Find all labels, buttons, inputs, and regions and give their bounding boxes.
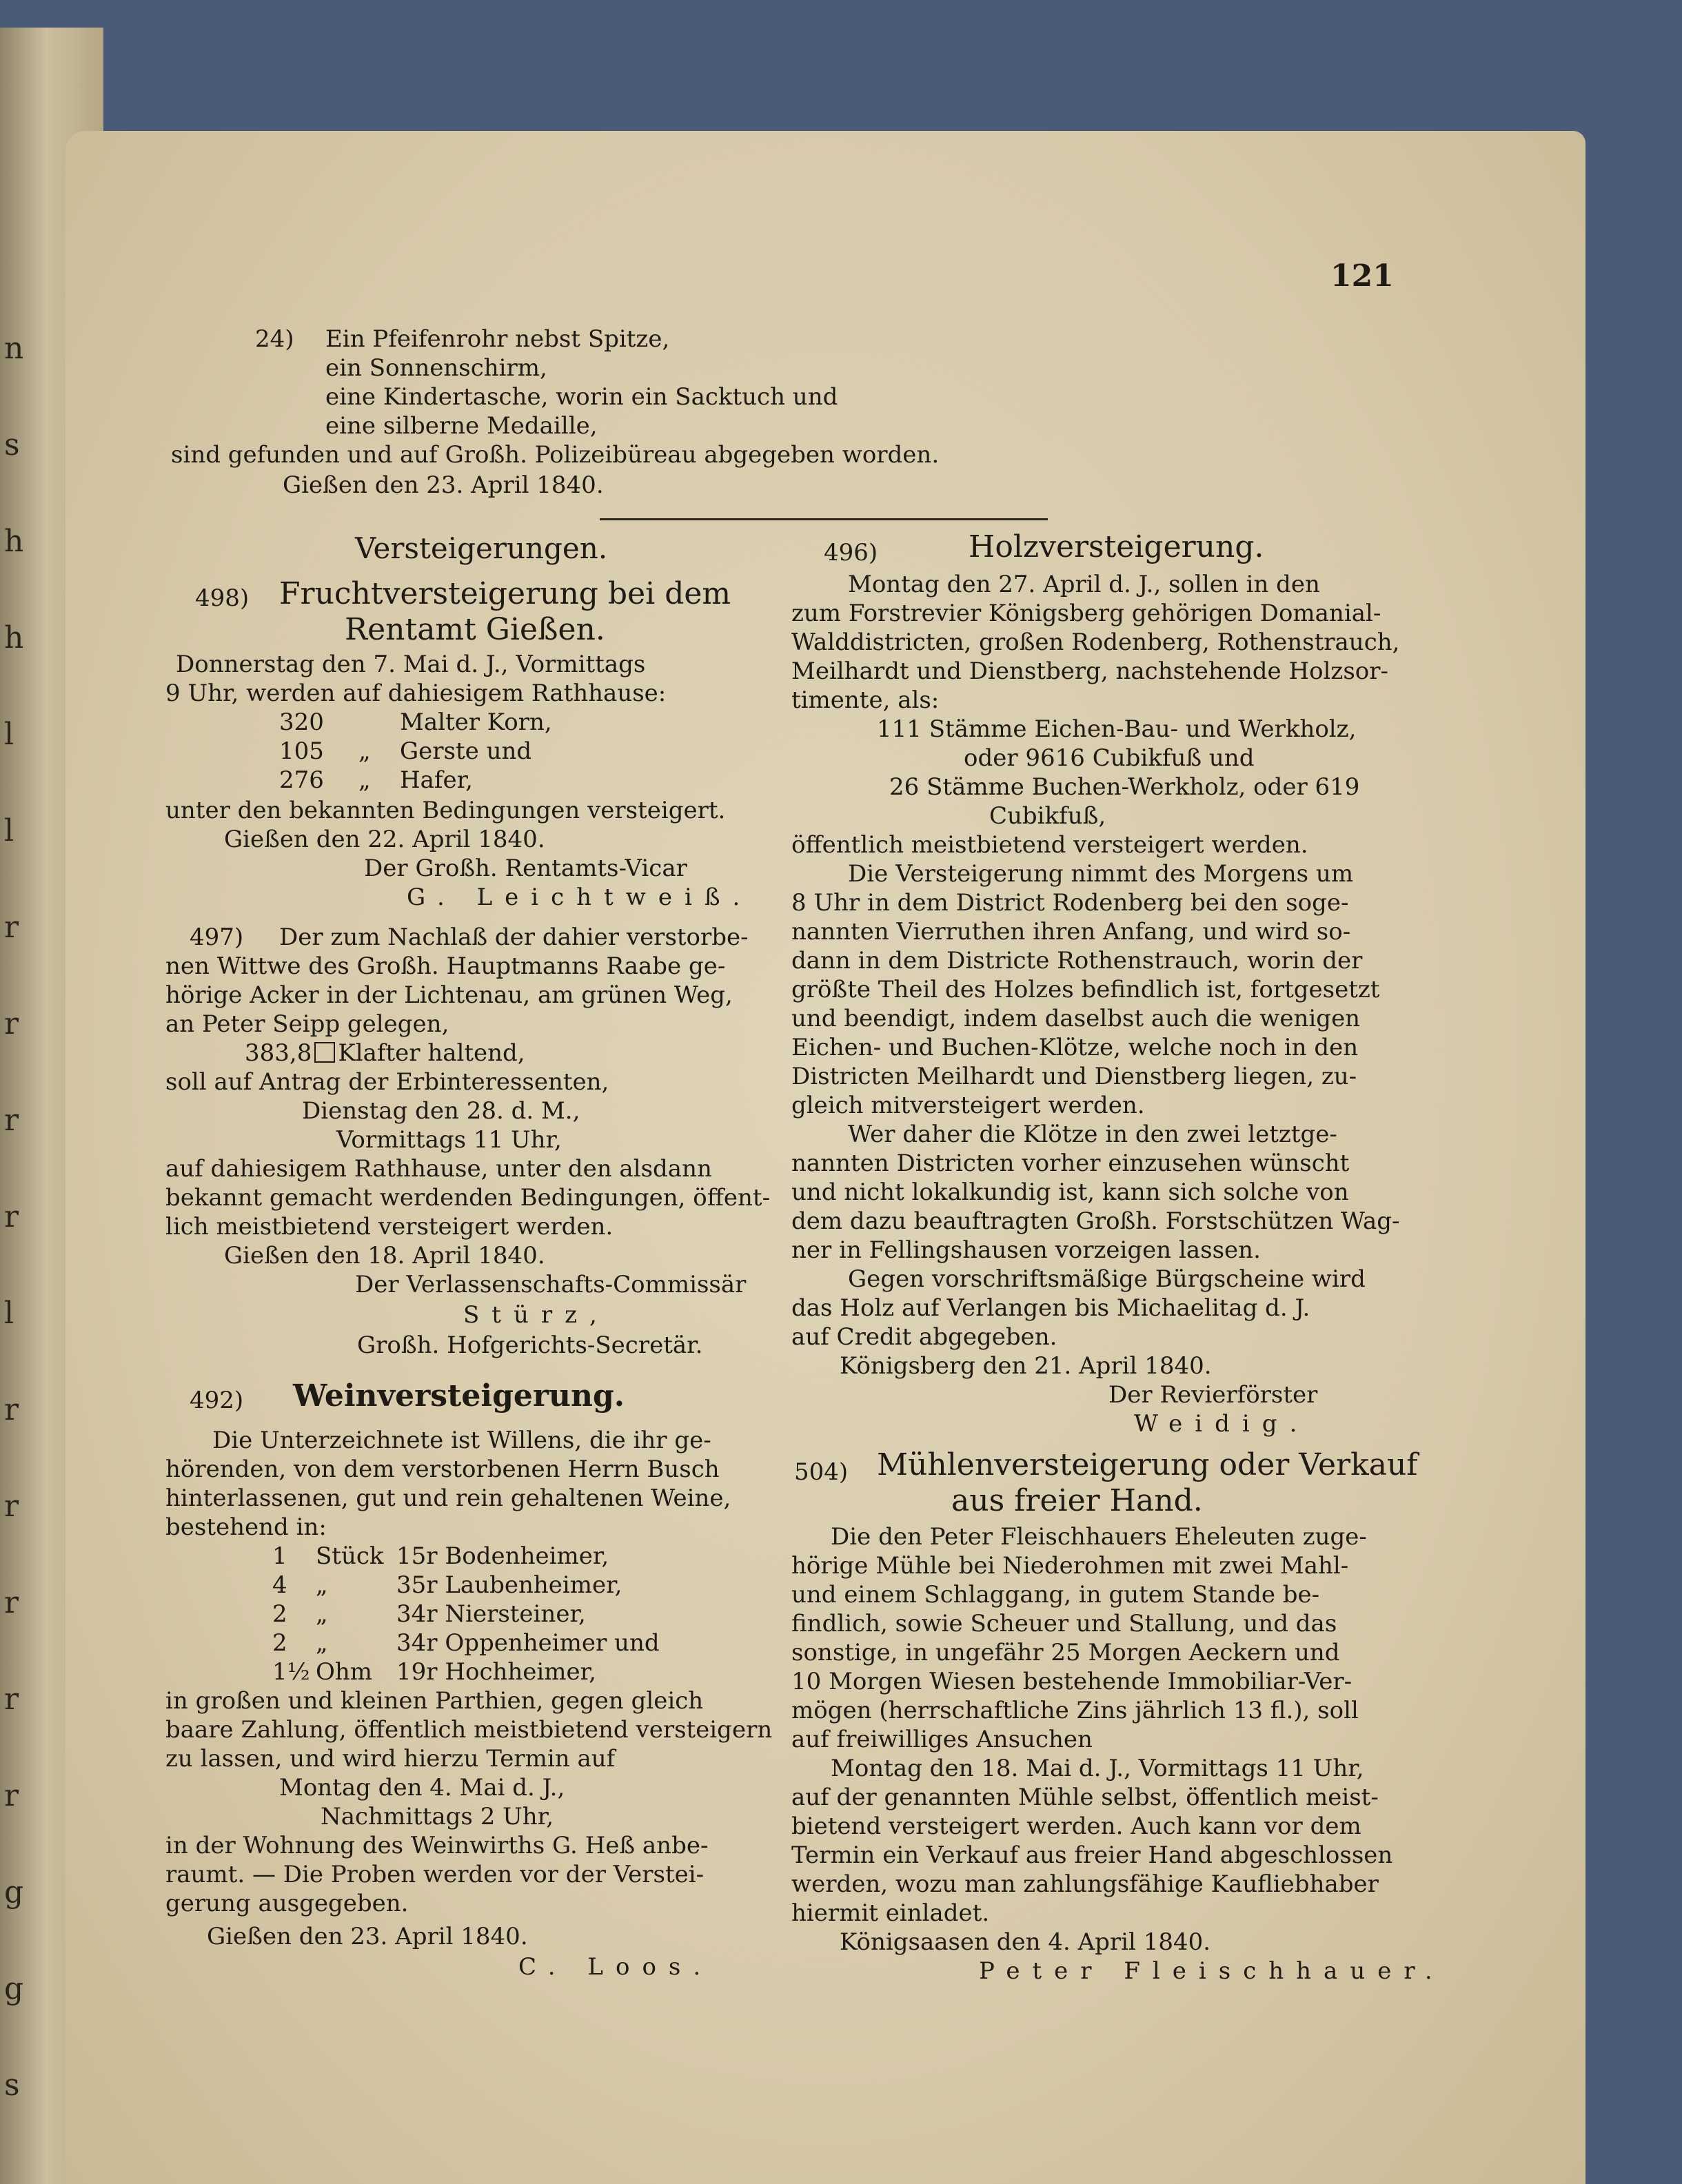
n498-item-qty: 105 — [279, 737, 324, 765]
n492-item-unit: „ — [316, 1600, 328, 1628]
n504-title: Mühlenversteigerung oder Verkauf — [877, 1447, 1418, 1482]
n504-line: werden, wozu man zahlungsfähige Kaufliebhaber — [791, 1870, 1379, 1898]
section-title: Versteigerungen. — [355, 531, 608, 565]
n496-title: Holzversteigerung. — [969, 529, 1264, 564]
n496-line: das Holz auf Verlangen bis Michaelitag d. J. — [791, 1294, 1310, 1322]
n504-line: sonstige, in ungefähr 25 Morgen Aeckern und — [791, 1639, 1340, 1666]
n498-title: Fruchtversteigerung bei dem — [279, 576, 731, 611]
n496-line: dann in dem Districte Rothenstrauch, worin der — [791, 947, 1363, 974]
n504-line: hörige Mühle bei Niederohmen mit zwei Mahl- — [791, 1552, 1349, 1580]
n496-line: dem dazu beauftragten Großh. Forstschützen Wag- — [791, 1207, 1400, 1235]
n498-item-qty: 276 — [279, 766, 324, 794]
n498-number: 498) — [195, 584, 250, 612]
n496-line: Gegen vorschriftsmäßige Bürgscheine wird — [848, 1265, 1366, 1293]
n492-line: Die Unterzeichnete ist Willens, die ihr ge- — [212, 1427, 711, 1454]
left-margin-letter: l — [4, 1296, 14, 1331]
n498-date: Gießen den 22. April 1840. — [224, 826, 545, 853]
n504-line: Die den Peter Fleischhauers Eheleuten zuge- — [831, 1523, 1367, 1551]
section-divider — [600, 518, 1048, 520]
lost-items-line: ein Sonnenschirm, — [325, 354, 547, 382]
n492-item-desc: 19r Hochheimer, — [396, 1658, 596, 1686]
left-margin-letter: r — [4, 1489, 19, 1524]
n504-line: 10 Morgen Wiesen bestehende Immobiliar-Ver- — [791, 1668, 1352, 1695]
n504-line: findlich, sowie Scheuer und Stallung, und das — [791, 1610, 1337, 1637]
n497-day: Dienstag den 28. d. M., — [302, 1097, 580, 1125]
left-margin-letter: h — [4, 524, 24, 559]
n492-item-qty: 4 — [272, 1571, 287, 1599]
n497-time: Vormittags 11 Uhr, — [336, 1126, 562, 1154]
left-margin-letter: g — [4, 1971, 24, 2006]
n492-time: Nachmittags 2 Uhr, — [321, 1803, 554, 1830]
n492-item-qty: 2 — [272, 1629, 287, 1657]
n492-item-unit: Stück — [316, 1542, 384, 1570]
n504-signature: Peter Fleischhauer. — [979, 1957, 1445, 1985]
n496-line: ner in Fellingshausen vorzeigen lassen. — [791, 1236, 1261, 1264]
n492-item-unit: Ohm — [316, 1658, 373, 1686]
n496-line: 8 Uhr in dem District Rodenberg bei den soge- — [791, 889, 1349, 917]
n497-signature-office: Großh. Hofgerichts-Secretär. — [357, 1331, 703, 1359]
lost-items-number: 24) — [255, 325, 294, 353]
page-number: 121 — [1330, 258, 1394, 294]
n496-line: Die Versteigerung nimmt des Morgens um — [848, 860, 1354, 888]
n492-day: Montag den 4. Mai d. J., — [279, 1774, 565, 1802]
n496-item: Cubikfuß, — [989, 802, 1106, 830]
n492-line: zu lassen, und wird hierzu Termin auf — [165, 1745, 616, 1773]
lost-items-line: Ein Pfeifenrohr nebst Spitze, — [325, 325, 670, 353]
n497-line: bekannt gemacht werdenden Bedingungen, öffent- — [165, 1184, 771, 1212]
n492-line: in der Wohnung des Weinwirths G. Heß anbe- — [165, 1832, 709, 1859]
n497-line: Der zum Nachlaß der dahier verstorbe- — [279, 923, 749, 951]
n492-item-qty: 2 — [272, 1600, 287, 1628]
n496-signature-title: Der Revierförster — [1108, 1381, 1318, 1409]
left-margin-letter: s — [4, 427, 20, 462]
n496-line: Eichen- und Buchen-Klötze, welche noch in den — [791, 1034, 1359, 1061]
square-symbol-icon — [314, 1042, 335, 1063]
n498-line: Donnerstag den 7. Mai d. J., Vormittags — [176, 651, 646, 678]
n496-item: 111 Stämme Eichen-Bau- und Werkholz, — [877, 715, 1357, 743]
n498-signature-title: Der Großh. Rentamts-Vicar — [364, 855, 687, 882]
left-margin-letter: r — [4, 1103, 19, 1138]
n496-line: und beendigt, indem daselbst auch die wenigen — [791, 1005, 1361, 1032]
left-margin-letter: s — [4, 2068, 20, 2103]
n492-line: raumt. — Die Proben werden vor der Verstei- — [165, 1861, 705, 1888]
n492-line: gerung ausgegeben. — [165, 1890, 409, 1917]
n498-item-qty: 320 — [279, 708, 324, 736]
n492-item-desc: 34r Niersteiner, — [396, 1600, 586, 1628]
n504-line: hiermit einladet. — [791, 1899, 990, 1927]
n496-line: nannten Vierruthen ihren Anfang, und wird so- — [791, 918, 1351, 946]
n496-date: Königsberg den 21. April 1840. — [840, 1352, 1212, 1380]
left-margin-letter: h — [4, 620, 24, 655]
left-margin-letter: l — [4, 813, 14, 848]
n497-line: an Peter Seipp gelegen, — [165, 1010, 449, 1038]
n504-number: 504) — [794, 1458, 849, 1486]
left-margin-letter: r — [4, 1392, 19, 1427]
n497-signature-name: Stürz, — [463, 1301, 609, 1329]
left-margin-letter: r — [4, 910, 19, 945]
n497-line: hörige Acker in der Lichtenau, am grünen Weg, — [165, 981, 733, 1009]
n504-line: und einem Schlaggang, in gutem Stande be- — [791, 1581, 1320, 1609]
n504-line: Termin ein Verkauf aus freier Hand abgeschlossen — [791, 1841, 1393, 1869]
n496-line: Walddistricten, großen Rodenberg, Rothenstrauch, — [791, 629, 1400, 656]
left-margin-letter: r — [4, 1585, 19, 1620]
left-margin-letter: r — [4, 1006, 19, 1041]
n496-line: öffentlich meistbietend versteigert werden. — [791, 831, 1308, 859]
n492-line: baare Zahlung, öffentlich meistbietend versteigern — [165, 1716, 773, 1744]
left-margin-letter: g — [4, 1875, 24, 1910]
n496-line: nannten Districten vorher einzusehen wünscht — [791, 1150, 1350, 1177]
left-margin-letter: n — [4, 331, 24, 366]
left-margin-letter: r — [4, 1778, 19, 1813]
n497-area-unit: Klafter haltend, — [338, 1039, 525, 1067]
n497-area — [245, 1039, 525, 1067]
n497-line: auf dahiesigem Rathhause, unter den alsdann — [165, 1155, 712, 1183]
n497-line: nen Wittwe des Großh. Hauptmanns Raabe ge- — [165, 952, 726, 980]
n496-line: größte Theil des Holzes befindlich ist, fortgesetzt — [791, 976, 1380, 1003]
n492-line: bestehend in: — [165, 1513, 327, 1541]
n497-signature-title: Der Verlassenschafts-Commissär — [355, 1271, 747, 1298]
n497-date: Gießen den 18. April 1840. — [224, 1242, 545, 1269]
n504-line: auf der genannten Mühle selbst, öffentlich meist- — [791, 1784, 1379, 1811]
n496-line: gleich mitversteigert werden. — [791, 1092, 1145, 1119]
n498-title: Rentamt Gießen. — [345, 612, 605, 647]
left-margin-letters — [0, 28, 28, 2184]
n498-closing: unter den bekannten Bedingungen versteigert. — [165, 797, 726, 824]
n492-line: hinterlassenen, gut und rein gehaltenen Weine, — [165, 1484, 731, 1512]
lost-items-line: eine silberne Medaille, — [325, 412, 598, 440]
n496-line: Wer daher die Klötze in den zwei letztge- — [848, 1121, 1337, 1148]
n504-date: Königsaasen den 4. April 1840. — [840, 1928, 1211, 1956]
n496-line: zum Forstrevier Königsberg gehörigen Domanial- — [791, 600, 1381, 627]
n497-number: 497) — [190, 923, 244, 951]
n504-line: bietend versteigert werden. Auch kann vor dem — [791, 1813, 1361, 1840]
n492-line: in großen und kleinen Parthien, gegen gleich — [165, 1687, 704, 1715]
n497-area-value: 383,8 — [245, 1039, 312, 1067]
n496-line: Montag den 27. April d. J., sollen in den — [848, 571, 1320, 598]
n492-item-desc: 35r Laubenheimer, — [396, 1571, 622, 1599]
n496-line: Meilhardt und Dienstberg, nachstehende Holzsor- — [791, 657, 1389, 685]
n492-number: 492) — [190, 1387, 244, 1414]
n492-item-desc: 15r Bodenheimer, — [396, 1542, 609, 1570]
n492-line: hörenden, von dem verstorbenen Herrn Busch — [165, 1456, 720, 1483]
n497-line: lich meistbietend versteigert werden. — [165, 1213, 614, 1241]
n496-number: 496) — [824, 539, 878, 567]
n498-item-desc: Malter Korn, — [400, 708, 552, 736]
n496-line: Districten Meilhardt und Dienstberg liegen, zu- — [791, 1063, 1357, 1090]
n496-line: und nicht lokalkundig ist, kann sich solche von — [791, 1178, 1349, 1206]
n496-line: auf Credit abgegeben. — [791, 1323, 1057, 1351]
n492-item-desc: 34r Oppenheimer und — [396, 1629, 660, 1657]
n498-item-desc: Hafer, — [400, 766, 473, 794]
n492-item-qty: 1 — [272, 1542, 287, 1570]
n498-item-ditto: „ — [358, 737, 371, 765]
n504-line: Montag den 18. Mai d. J., Vormittags 11 Uhr, — [831, 1755, 1364, 1782]
n498-item-desc: Gerste und — [400, 737, 532, 765]
left-margin-letter: r — [4, 1682, 19, 1717]
n504-line: auf freiwilliges Ansuchen — [791, 1726, 1093, 1753]
lost-items-date: Gießen den 23. April 1840. — [283, 471, 604, 499]
n496-item: oder 9616 Cubikfuß und — [964, 744, 1255, 772]
n498-item-ditto: „ — [358, 766, 371, 794]
n496-item: 26 Stämme Buchen-Werkholz, oder 619 — [889, 773, 1360, 801]
n496-signature-name: Weidig. — [1134, 1410, 1310, 1438]
n492-item-qty: 1½ — [272, 1658, 310, 1686]
n498-signature-name: G. Leichtweiß. — [407, 884, 753, 911]
n504-line: mögen (herrschaftliche Zins jährlich 13 fl.), soll — [791, 1697, 1359, 1724]
n492-title: Weinversteigerung. — [293, 1378, 625, 1414]
n492-signature: C. Loos. — [518, 1953, 713, 1981]
n496-line: timente, als: — [791, 686, 940, 714]
lost-items-closing: sind gefunden und auf Großh. Polizeibüreau abgegeben worden. — [171, 441, 940, 469]
left-margin-letter: r — [4, 1199, 19, 1234]
n492-item-unit: „ — [316, 1571, 328, 1599]
lost-items-line: eine Kindertasche, worin ein Sacktuch und — [325, 383, 838, 411]
n504-title: aus freier Hand. — [951, 1483, 1203, 1518]
n498-line: 9 Uhr, werden auf dahiesigem Rathhause: — [165, 680, 667, 707]
n492-date: Gießen den 23. April 1840. — [207, 1923, 528, 1950]
left-margin-letter: l — [4, 717, 14, 752]
n492-item-unit: „ — [316, 1629, 328, 1657]
n497-line: soll auf Antrag der Erbinteressenten, — [165, 1068, 609, 1096]
